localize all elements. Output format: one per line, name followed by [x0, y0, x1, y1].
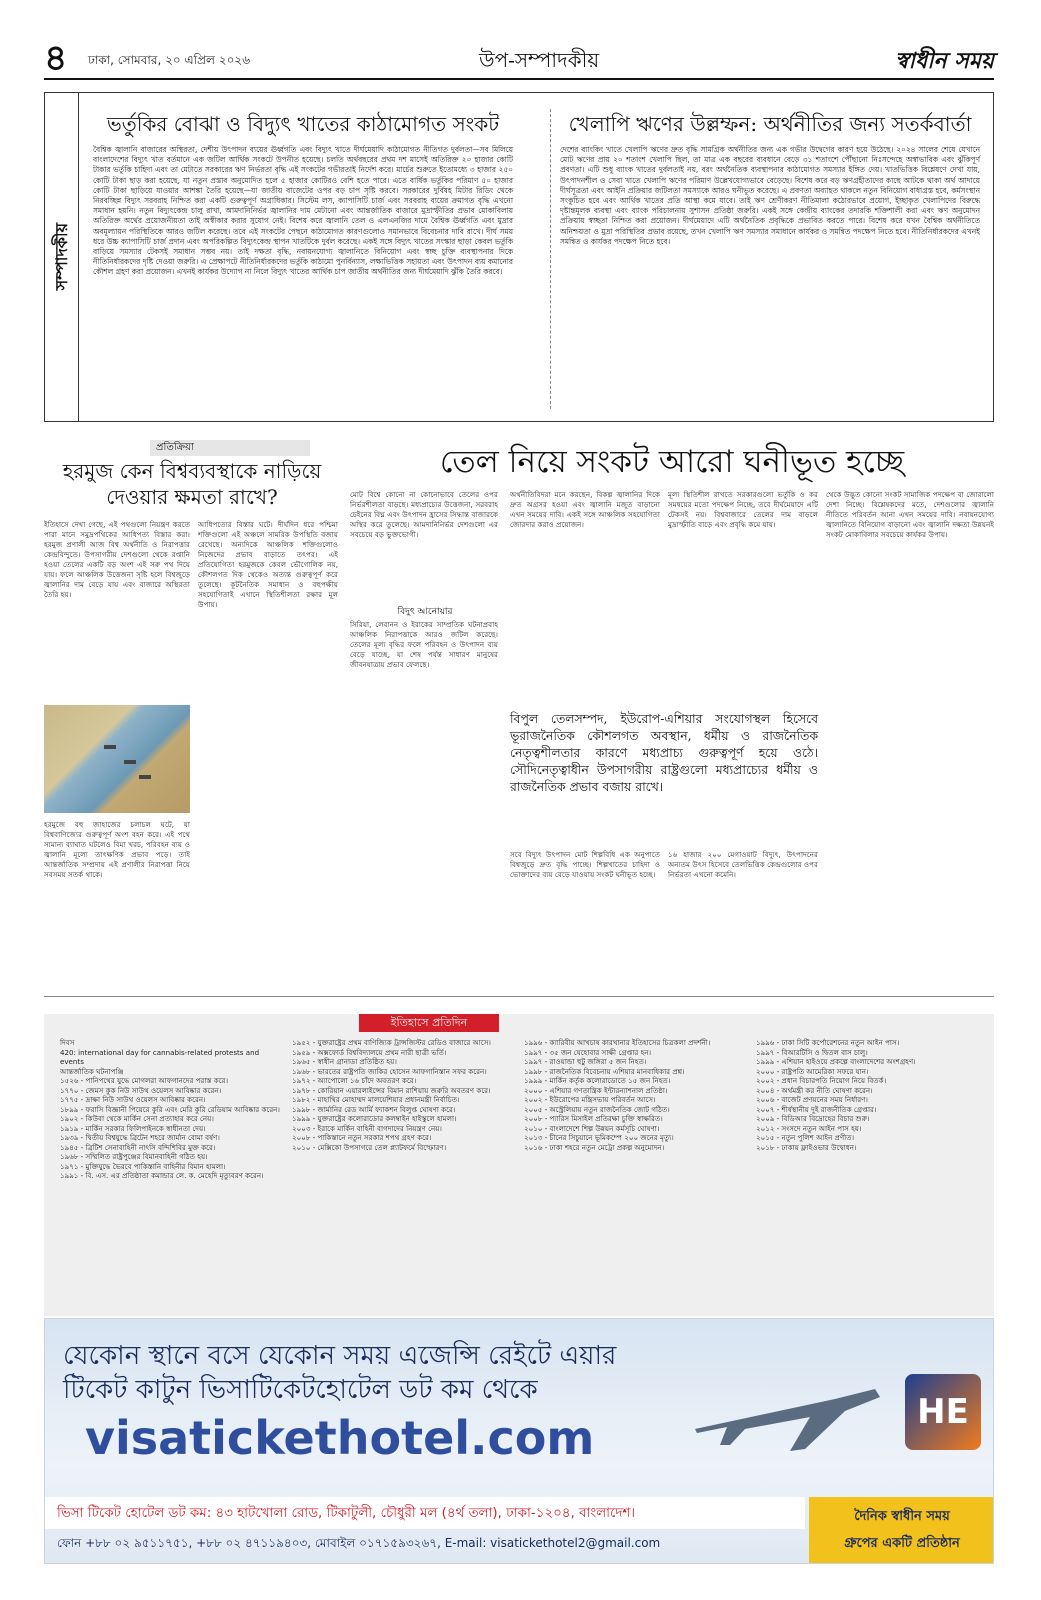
history-line: 420: international day for cannabis-related protests and events [60, 1047, 260, 1066]
editorial-left-body: বৈশ্বিক জ্বালানি বাজারের অস্থিরতা, দেশীয় উৎপাদন ব্যয়ের ঊর্ধ্বগতি এবং বিদ্যুৎ খাতে দীর্ঘমেয়াদি কাঠামোগত নীতিগত দুর্বলতা—সব মিলিয়ে বাংলাদেশের বিদ্যুৎ খাত বর্তমানে এক জটিল আর্থিক সংকটে উপনীত হয়েছে। চলতি অর্থবছরের প্রথম দশ মাসেই অতিরিক্ত ২০ হাজার কোটি টাকার ভর্তুকি চাহিদা এবং তা মেটাতে সরকারের ঋণ নির্ভরতা বৃদ্ধি এই সংকটের গভীরতাই নির্দেশ করে। মার্চের শুরুতে ইতোমধ্যে ৩ হাজার ২৫০ কোটি টাকা ছাড় করা হয়েছে, যা নতুন প্রস্তাব অনুমোদিত হলে ৫ হাজার কোটিরও বেশি হতে পারে। এতে বার্ষিক ভর্তুকির পরিমাণ ৫০ হাজার কোটি টাকা ছাড়িয়ে যাওয়ার আশঙ্কা তৈরি হয়েছে—যা জাতীয় বাজেটের ওপর বড় চাপ সৃষ্টি করবে। সরকারের দুর্বিষহ মিটার রিডিং থেকে নিরবচ্ছিন্ন বিদ্যুৎ সরবরাহ নিশ্চিত করা একটি গুরুত্বপূর্ণ অগ্রাধিকার। সিস্টেম লস, ক্যাপাসিটি চার্জ এবং সরবরাহ ব্যয়ের ক্রমাগত বৃদ্ধি এখনো সমাধান হয়নি। নতুন বিদ্যুৎকেন্দ্র চালু রাখা, আমদানিনির্ভর জ্বালানির দাম মেটানো এবং আন্তর্জাতিক বাজারে মুদ্রাস্ফীতির প্রভাব মোকাবিলায় অতিরিক্ত অর্থের প্রয়োজনীয়তা তাই অস্বীকার করার সুযোগ নেই। বিশেষ করে জ্বালানি তেল ও এলএনজির দামে বৈশ্বিক ঊর্ধ্বগতি এবং মুদ্রার অবমূল্যায়ন পরিস্থিতিকে আরও জটিল করেছে। তবে এই সংকটের পেছনে কাঠামোগত কারণগুলোও সমানভাবে বিবেচনার দাবি রাখে। দীর্ঘ সময় ধরে উচ্চ ক্যাপাসিটি চার্জ প্রদান এবং অপরিকল্পিত বিদ্যুৎকেন্দ্র স্থাপন খাতটিকে দুর্বল করেছে। একই সঙ্গে বিদ্যুৎ খাতের সংস্কার ছাড়া কেবল ভর্তুকি বাড়িয়ে সমস্যার টেকসই সমাধান সম্ভব নয়। তাই দক্ষতা বৃদ্ধি, নবায়নযোগ্য জ্বালানিতে বিনিয়োগ এবং স্বচ্ছ চুক্তি ব্যবস্থাপনার দিকে নীতিনির্ধারকদের দৃষ্টি দেওয়া জরুরি। এ প্রেক্ষাপটে নীতিনির্ধারকদের ভর্তুকি কাঠামো পুনর্বিন্যাস, লক্ষ্যভিত্তিক সহায়তা এবং উৎপাদন ব্যয় কমানোর কৌশল গ্রহণ করা প্রয়োজন। এখনই কার্যকর উদ্যোগ না নিলে বিদ্যুৎ খাতের আর্থিক চাপ জাতীয় অর্থনীতির জন্য দীর্ঘমেয়াদি ঝুঁকি তৈরি করবে। [93, 145, 513, 277]
newspaper-logo: স্বাধীন সময় [895, 48, 994, 74]
history-line: ১৯১৯ - মার্কিন সরকার ফিলিপাইনকে স্বাধীনতা দেয়। [60, 1123, 206, 1133]
history-line: ১৯৬৮ - সম্মিলিত রাষ্ট্রপুঞ্জের বিমানবাহিনী গঠিত হয়। [60, 1152, 208, 1161]
history-line: ২০০০ - রাষ্ট্রপতি আমেরিকা সফরে যান। [756, 1066, 869, 1076]
main-col1: মোট বিশ্বে কোনো না কোনোভাবে তেলের ওপর নির্ভরশীলতা বাড়ছে। মধ্যপ্রাচ্যের উত্তেজনা, সরবরাহ চেইনের বিঘ্ন এবং উৎপাদন হ্রাসের সিদ্ধান্ত বাজারকে অস্থির করে তুলেছে। আমদানিনির্ভর দেশগুলো এর সবচেয়ে বড় ভুক্তভোগী। [350, 490, 498, 539]
reaction-label: প্রতিক্রিয়া [150, 440, 310, 456]
hormuz-map-image [44, 705, 190, 813]
history-line: ১৯৯৬ - ক্যারিবীয় আখচাষ কারখানার ইতিহাসের চিত্রকলা প্রদর্শনী। [524, 1038, 711, 1047]
main-article-title: তেল নিয়ে সংকট আরো ঘনীভূত হচ্ছে [439, 444, 905, 480]
history-col3 [524, 1038, 744, 1152]
history-line: আন্তর্জাতিক ঘটনাপঞ্জি [60, 1066, 124, 1076]
editorial-right-title: খেলাপি ঋণের উল্লম্ফন: অর্থনীতির জন্য সতর্কবার্তা [568, 112, 972, 136]
history-line: ২০১৬ - ঢাকা শহরে নতুন মেট্রো প্রকল্প অনুমোদন। [524, 1142, 665, 1152]
reaction-title: হরমুজ কেন বিশ্বব্যবস্থাকে নাড়িয়ে দেওয়ার ক্ষমতা রাখে? [62, 459, 322, 509]
ad-address: ভিসা টিকেট হোটেল ডট কম: ৪৩ হাটখোলা রোড, টিকাটুলী, চৌধুরী মল (৪র্থ তলা), ঢাকা-১২০৪, বাংলাদেশ। [57, 1506, 636, 1521]
history-line: ১৭৭৫ - দ্রাক্ষা নিউ সাউথ ওয়েলস আবিষ্কার করেন। [60, 1095, 206, 1104]
ship-icon [104, 745, 116, 749]
history-line: ১৮৯৯ - ফরাসি বিজ্ঞানী পিয়েরে কুরি এবং মেরি কুরি রেডিয়াম আবিষ্কার করেন। [60, 1104, 280, 1114]
page-number: ৪ [44, 37, 68, 79]
history-line: ২০০৮ - প্যারিস মিসাইল প্রতিরক্ষা চুক্তি স্বাক্ষরিত। [524, 1114, 663, 1123]
reaction-col1-bottom: হরমুজে বহু জাহাজের চলাচল ঘটে, যা বিশ্ববাণিজ্যের গুরুত্বপূর্ণ অংশ বহন করে। এই পথে সামান্য ব্যাঘাত ঘটলেও বিমা খরচ, পরিবহন ব্যয় ও জ্বালানি মূল্যে তাৎক্ষণিক প্রভাব পড়ে। তাই আন্তর্জাতিক সম্প্রদায় এই প্রণালীর নিরাপত্তা নিয়ে সবসময় সতর্ক থাকে। [44, 820, 190, 879]
main-col1-b: সিরিয়া, লেবানন ও ইরাকের সাম্প্রতিক ঘটনাপ্রবাহ আঞ্চলিক নিরাপত্তাকে আরও জটিল করেছে। তেলের মূল্য বৃদ্ধির ফলে পরিবহন ও উৎপাদন ব্যয় বেড়ে যাচ্ছে, যা শেষ পর্যন্ত সাধারণ মানুষের জীবনযাত্রায় প্রভাব ফেলছে। [350, 620, 498, 669]
editorial-divider [550, 109, 551, 409]
history-line: ২০১৫ - নতুন পুলিশ আইন প্রণীত। [756, 1133, 855, 1142]
history-line: ১৯৩৯ - দ্বিতীয় বিশ্বযুদ্ধে ব্রিটেন শহরে জার্মান বোমা বর্ষণ। [60, 1133, 220, 1142]
main-col3: মূল্য স্থিতিশীল রাখতে সরকারগুলো ভর্তুকি ও কর সমন্বয়ের মতো পদক্ষেপ নিচ্ছে, তবে দীর্ঘমেয়াদে এটি টেকসই নয়। বিশ্ববাজারে তেলের দাম বাড়লে মুদ্রাস্ফীতি বাড়ে এবং প্রবৃদ্ধি কমে যায়। [668, 490, 818, 529]
reaction-col1-top: ইতিহাসে দেখা গেছে, এই পথগুলো নিয়ন্ত্রণ করতে পারা মানে সমুদ্রপথিকের আধিপত্য বিস্তার করা। হরমুজ প্রণালী আজ বিশ্ব অর্থনীতি ও নিরাপত্তার কেন্দ্রবিন্দুতে। উপসাগরীয় দেশগুলো থেকে রপ্তানি হওয়া তেলের একটি বড় অংশ এই সরু পথ দিয়ে যায়। ফলে আঞ্চলিক উত্তেজনা সৃষ্টি হলে বিশ্বজুড়ে জ্বালানির দাম বেড়ে যায় এবং বাজারে অস্থিরতা তৈরি হয়। [44, 520, 190, 599]
ad-headline-2: টিকেট কাটুন ভিসাটিকেটহোটেল ডট কম থেকে [63, 1375, 538, 1405]
history-line: ২০০২ - প্রধান বিচারপতি নিয়োগ নিয়ে বিতর্ক। [756, 1076, 887, 1085]
history-line: ১৭৭০ - জেমস কুক নিউ সাউথ ওয়েলস আবিষ্কার করেন। [60, 1085, 222, 1095]
history-line: ২০১৮ - ঢাকায় ফ্লাইওভার উদ্বোধন। [756, 1142, 857, 1152]
history-title: ইতিহাসে প্রতিদিন [359, 1014, 499, 1032]
reaction-col2: আধিপত্যের বিস্তার ঘটে। দীর্ঘদিন ধরে পশ্চিমা শক্তিগুলো এই অঞ্চলে সামরিক উপস্থিতি বজায় রেখেছে। অন্যদিকে আঞ্চলিক শক্তিগুলোও নিজেদের প্রভাব বাড়াতে তৎপর। এই প্রতিযোগিতা হরমুজকে কেবল ভৌগোলিক নয়, কৌশলগত দিক থেকেও অত্যন্ত গুরুত্বপূর্ণ করে তুলেছে। কূটনৈতিক সমাধান ও বহুপক্ষীয় সহযোগিতাই এখানে স্থিতিশীলতা রক্ষার মূল উপায়। [198, 520, 338, 609]
history-line: ১৯৫৯ - অক্সফোর্ড বিশ্ববিদ্যালয়ে প্রথম নারী ছাত্রী ভর্তি। [292, 1047, 447, 1057]
editorial-left [93, 111, 513, 278]
history-line: ২০১০ - মেক্সিকো উপসাগরে তেল প্ল্যাটফর্মে বিস্ফোরণ। [292, 1142, 447, 1152]
masthead [44, 37, 994, 80]
history-line: ২০০০ - এশিয়ার গণতান্ত্রিক ইন্টারন্যাশনাল প্রতিষ্ঠা। [524, 1085, 668, 1095]
history-line: ১৯৯৭ - বিআরটিসি ও দ্বিতল বাস চালু। [756, 1047, 868, 1057]
advertisement[interactable] [44, 1318, 994, 1564]
section-title: উপ-সম্পাদকীয় [479, 48, 600, 72]
main-col1-c: সবে বিদ্যুৎ উৎপাদন মোট শিল্পবিধি এক অনুপাতে বিশ্বজুড়ে দ্রুত বৃদ্ধি পাচ্ছে। শিল্পখাতের চাহিদা ও ভোক্তাদের ব্যয় বেড়ে যাওয়ায় সংকট ঘনীভূত হচ্ছে। [510, 850, 660, 879]
history-line: দিবস [60, 1038, 75, 1047]
main-col4: থেকে উদ্ভূত কোনো সংকট সামাজিক পদক্ষেপ বা জোরালো দেশা নিচ্ছে। বিশ্লেষকদের মতে, দেশগুলোর জ্বালানি নীতিতে পরিবর্তন আনা এখন সময়ের দাবি। নবায়নযোগ্য জ্বালানিতে বিনিয়োগ বাড়ানো এবং জ্বালানি দক্ষতা উন্নয়নই সংকট মোকাবিলার সবচেয়ে কার্যকর উপায়। [826, 490, 994, 539]
history-line: ১৫২৬ - পানিপথের যুদ্ধে মোগলরা আফগানদের পরাস্ত করে। [60, 1076, 228, 1085]
history-line: ১৯৯৭ - রাওয়ান্ডা হুটু জঙ্গিরা ৫ জন নিহত। [524, 1057, 647, 1066]
history-line: ১৯৫২ - যুক্তরাষ্ট্রের প্রথম বাণিজ্যিক ট্রান্সজিস্টর রেডিও বাজারে আসে। [292, 1038, 491, 1047]
history-line: ২০০৭ - শীর্ষস্থানীয় দুই রাজনীতিক গ্রেপ্তার। [756, 1104, 877, 1114]
history-line: ২০১৩ - চীনের সিচুয়ানে ভূমিকম্পে ২০০ জনের মৃত্যু। [524, 1133, 674, 1142]
history-line: ২০০৫ - অস্ট্রেলিয়ায় নতুন রাজনৈতিক জোট গঠিত। [524, 1104, 670, 1114]
main-pull-quote: বিপুল তেলসম্পদ, ইউরোপ-এশিয়ার সংযোগস্থল হিসেবে ভূরাজনৈতিক কৌশলগত অবস্থান, ধর্মীয় ও রাজনৈতিক নেতৃত্বশীলতার কারণে মধ্যপ্রাচ্য গুরুত্বপূর্ণ হয়ে ওঠে। সৌদিনেতৃত্বাধীন উপসাগরীয় রাষ্ট্রগুলো মধ্যপ্রাচ্যের ধর্মীয় ও রাজনৈতিক প্রভাব বজায় রাখে। [510, 711, 818, 794]
editorial-side-label [45, 93, 79, 421]
issue-date: ঢাকা, সোমবার, ২০ এপ্রিল ২০২৬ [88, 53, 251, 67]
ad-contact: ফোন +৮৮ ০২ ৯৫১১৭৫১, +৮৮ ০২ ৪৭১১৯৪০৩, মোবাইল ০১৭১৫৯৩২৬৭, E-mail: visatickethotel2@gmail.com [57, 1536, 661, 1550]
history-section [44, 1014, 994, 1316]
history-line: ১৯৪৫ - ব্রিটিশ সেনাবাহিনী নাৎসি বন্দিশিবির মুক্ত করে। [60, 1142, 216, 1152]
history-line: ২০০৯ - বিডিআর বিদ্রোহের বিচার শুরু। [756, 1114, 870, 1123]
ship-icon [139, 775, 151, 779]
main-col3-c: ১৬ হাজার ২০০ মেগাওয়াট বিদ্যুৎ, উৎপাদনের অন্যতম উৎস হিসেবে তেলভিত্তিক কেন্দ্রগুলোর ওপর নির্ভরতা এখনো কমেনি। [668, 850, 818, 879]
history-line: ১৯৯৮ - রাজনৈতিক বিবেচনায় এশিয়ার মানবাধিকার প্রশ্ন। [524, 1066, 685, 1076]
editorial-section [44, 92, 994, 422]
history-line: ১৯৬৮ - ভারতের রাষ্ট্রপতি জাকির হোসেন আফগানিস্তান সফর করেন। [292, 1066, 487, 1076]
history-line: ১৯৭২ - অ্যাপোলো ১৬ চাঁদে অবতরণ করে। [292, 1076, 417, 1085]
history-line: ২০০৩ - ইরাকে মার্কিন বাহিনী বাগদাদের নিয়ন্ত্রণ নেয়। [292, 1123, 442, 1133]
ad-badge-line2: গ্রুপের একটি প্রতিষ্ঠান [844, 1536, 960, 1551]
history-line: ১৯৭৮ - কোরিয়ান এয়ারলাইন্সের বিমান রাশিয়ায় জরুরি অবতরণ করে। [292, 1085, 491, 1095]
history-line: ১৯৯৯ - এশিয়ান হাইওয়ে প্রকল্পে বাংলাদেশের অংশগ্রহণ। [756, 1057, 916, 1066]
history-line: ১৯৯৭ - ৩৫ জন যেহোবার সাক্ষী গ্রেপ্তার হন। [524, 1047, 652, 1057]
history-line: ১৯৯৮ - জার্মানির রেড আর্মি ফ্যাকশন বিলুপ্ত ঘোষণা করে। [292, 1104, 456, 1114]
history-line: ১৯৬৫ - স্বাধীন গ্রানাডা প্রতিষ্ঠিত হয়। [292, 1057, 397, 1066]
history-line: ১৯৯৬ - ঢাকা সিটি কর্পোরেশনের নতুন আইন পাস। [756, 1038, 900, 1047]
history-line: ২০০৮ - পাকিস্তানে নতুন সরকার শপথ গ্রহণ করে। [292, 1133, 432, 1142]
history-line: ১৯৯৯ - যুক্তরাষ্ট্রের কলোরাডোর কলম্বাইন হাইস্কুলে হামলা। [292, 1114, 457, 1123]
history-line: ১৯৭১ - মুক্তিযুদ্ধে ভৈরবে পাকিস্তানি বাহিনীর বিমান হামলা। [60, 1161, 226, 1171]
main-author: বিদুৎ আনোয়ার [397, 607, 453, 617]
history-line: ২০০৪ - অর্থমন্ত্রী কর নীতি ঘোষণা করেন। [756, 1085, 873, 1095]
ship-icon [124, 760, 136, 764]
history-line: ১৯৯১ - বি. এস. এর প্রতিষ্ঠাতা কমান্ডার লে. ক. মেহেদি মৃত্যুবরণ করেন। [60, 1171, 264, 1180]
ad-badge-line1: দৈনিক স্বাধীন সময় [854, 1509, 950, 1524]
editorial-label-text: সম্পাদকীয় [52, 223, 71, 291]
history-line: ২০১২ - সংসদে নতুন আইন পাস হয়। [756, 1123, 862, 1133]
ad-brand-logo: HE [905, 1374, 981, 1450]
editorial-right-body: দেশের ব্যাংকিং খাতে খেলাপি ঋণের দ্রুত বৃদ্ধি সামগ্রিক অর্থনীতির জন্য এক গভীর উদ্বেগের কারণ হয়ে উঠেছে। ২০২৪ সালের শেষে যেখানে মোট ঋণের প্রায় ২০ শতাংশ খেলাপি ছিল, তা মাত্র এক বছরের ব্যবধানে বেড়ে ৩১ শতাংশে পৌঁছানো নিঃসন্দেহে অস্বাভাবিক এবং ঝুঁকিপূর্ণ প্রবণতা। এটি শুধু ব্যাংক খাতের দুর্বলতাই নয়, বরং অর্থনৈতিক ব্যবস্থাপনার কাঠামোগত সমস্যার ইঙ্গিত দেয়। খাতভিত্তিক বিশ্লেষণে দেখা যায়, উৎপাদনশীল ও সেবা খাতে খেলাপি ঋণের পরিমাণ উল্লেখযোগ্যভাবে বেড়েছে। বিশেষ করে বড় ঋণগ্রহীতাদের কাছে আটকে থাকা অর্থ আদায়ে দীর্ঘসূত্রতা এবং আইনি প্রক্রিয়ার জটিলতা সমস্যাকে আরও ঘনীভূত করেছে। এ প্রবণতা অব্যাহত থাকলে নতুন বিনিয়োগ বাধাগ্রস্ত হবে, কর্মসংস্থান সংকুচিত হবে এবং আর্থিক খাতের প্রতি আস্থা কমে যাবে। তাই ঋণ শ্রেণীকরণ নীতিমালা কঠোরভাবে প্রয়োগ, ইচ্ছাকৃত খেলাপিদের বিরুদ্ধে দৃষ্টান্তমূলক ব্যবস্থা এবং ব্যাংক পরিচালনায় সুশাসন প্রতিষ্ঠা জরুরি। একই সঙ্গে কেন্দ্রীয় ব্যাংকের তদারকি শক্তিশালী করা এবং ঋণ অনুমোদন প্রক্রিয়ায় স্বচ্ছতা নিশ্চিত করা প্রয়োজন। দীর্ঘমেয়াদে এটি অর্থনৈতিক প্রবৃদ্ধিকে প্রভাবিত করতে পারে। বিশেষ করে যখন বৈশ্বিক অর্থনীতিতে অনিশ্চয়তা ও মুদ্রা পরিস্থিতির প্রভাব রয়েছে, তখন খেলাপি ঋণ সমস্যার সমাধানে কার্যকর ও সমন্বিত পদক্ষেপ নিতে হবে। নীতিনির্ধারকদের এখনই সমন্বিত ও কার্যকর পদক্ষেপ নিতে হবে। [560, 145, 980, 246]
history-line: ২০০২ - ইউরোপের মন্ত্রিসভায় পরিবর্তন আসে। [524, 1095, 656, 1104]
editorial-right [560, 111, 980, 247]
ad-headline-1: যেকোন স্থানে বসে যেকোন সময় এজেন্সি রেইটে এয়ার [63, 1341, 617, 1371]
history-line: ১৯৯৯ - মার্কিন কর্তৃক কলোরাডোতে ১৫ জন নিহত। [524, 1076, 671, 1085]
editorial-left-title: ভর্তুকির বোঝা ও বিদ্যুৎ খাতের কাঠামোগত সংকট [106, 112, 500, 136]
main-col2: অর্থনীতিবিদরা মনে করছেন, বিকল্প জ্বালানির দিকে দ্রুত অগ্রসর হওয়া এবং জ্বালানি মজুত বাড়ানো এখন সময়ের দাবি। একই সঙ্গে আঞ্চলিক সহযোগিতা জোরদার করাও প্রয়োজন। [510, 490, 660, 529]
section-rule [44, 996, 994, 997]
history-col2 [292, 1038, 512, 1152]
history-col4 [756, 1038, 982, 1152]
history-line: ২০০৬ - বাজেট প্রণয়নের সময় নির্ধারণ। [756, 1095, 868, 1104]
airplane-icon [685, 1359, 885, 1469]
ad-group-badge [809, 1497, 994, 1563]
ad-website[interactable]: visatickethotel.com [85, 1411, 595, 1465]
history-col1 [60, 1038, 280, 1181]
history-line: ১৯৮২ - মাহাথির মোহাম্মদ মালয়েশিয়ার প্রধানমন্ত্রী নির্বাচিত। [292, 1095, 460, 1104]
history-line: ১৯০২ - কিউবা থেকে মার্কিন সেনা প্রত্যাহার করে নেয়। [60, 1114, 214, 1123]
history-line: ২০১০ - বাংলাদেশে শিল্প উন্নয়ন কর্মসূচি ঘোষণা। [524, 1123, 660, 1133]
